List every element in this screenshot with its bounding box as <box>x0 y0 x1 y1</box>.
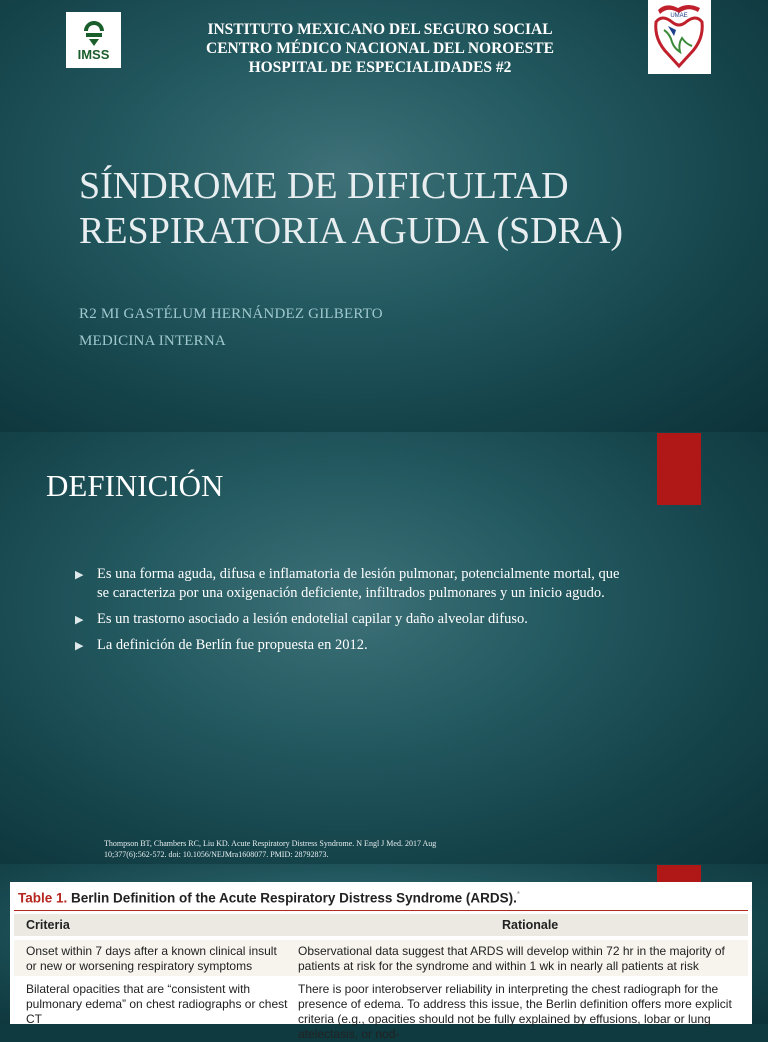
rationale-cell: There is poor interobserver reliability in interpreting the chest radiograph for the presence of edema. To address this issue, the Berlin definition offers more explicit criteria (e.g., opacities should not be fully explained by effusions, lobar or lung atelectasis, or nod- <box>298 982 732 1041</box>
bullet-list <box>75 565 635 662</box>
institution-header <box>130 20 630 77</box>
department-name: MEDICINA INTERNA <box>79 333 226 349</box>
imss-logo <box>66 12 121 68</box>
header-line: CENTRO MÉDICO NACIONAL DEL NOROESTE <box>206 40 554 57</box>
table-caption <box>18 890 520 906</box>
author-name: R2 MI GASTÉLUM HERNÁNDEZ GILBERTO <box>79 306 383 322</box>
list-item <box>75 610 635 629</box>
definition-slide <box>0 432 768 864</box>
bullet-text: Es una forma aguda, difusa e inflamatoria de lesión pulmonar, potencialmente mortal, que se caracteriza por una oxigenación deficiente, infiltrados pulmonares y un inicio agudo. <box>97 566 620 601</box>
citation: Thompson BT, Chambers RC, Liu KD. Acute Respiratory Distress Syndrome. N Engl J Med. 2017 Aug 10;377(6):562-572. doi: 10.1056/NEJMra1608077. PMID: 28792873. <box>104 839 437 859</box>
header-line: INSTITUTO MEXICANO DEL SEGURO SOCIAL <box>207 21 553 38</box>
bullet-text: Es un trastorno asociado a lesión endotelial capilar y daño alveolar difuso. <box>97 611 528 627</box>
table-footnote-mark: * <box>516 890 520 899</box>
table-number: Table 1. <box>18 890 68 906</box>
column-header-criteria: Criteria <box>26 918 70 932</box>
criteria-cell: Onset within 7 days after a known clinical insult or new or worsening respiratory symptoms <box>26 944 277 973</box>
berlin-table-slide <box>0 864 768 1041</box>
imss-logo-text: IMSS <box>77 47 110 62</box>
table-row <box>14 940 748 976</box>
accent-bar <box>657 433 701 505</box>
eagle-emblem-icon <box>79 18 109 48</box>
heart-map-logo-icon <box>648 0 711 74</box>
table-title: Berlin Definition of the Acute Respiratory Distress Syndrome (ARDS). <box>71 890 517 906</box>
bullet-arrow-icon: ▶ <box>75 614 84 626</box>
berlin-definition-table <box>10 882 752 1041</box>
umae-logo-text: UMAE <box>670 13 688 19</box>
list-item <box>75 565 635 603</box>
table-row <box>14 978 748 1041</box>
header-line: HOSPITAL DE ESPECIALIDADES #2 <box>248 59 512 76</box>
bullet-arrow-icon: ▶ <box>75 569 84 581</box>
presentation-title: SÍNDROME DE DIFICULTAD RESPIRATORIA AGUDA (SDRA) <box>79 165 624 252</box>
bullet-arrow-icon: ▶ <box>75 640 84 652</box>
rationale-cell: Observational data suggest that ARDS will develop within 72 hr in the majority of patients at risk for the syndrome and within 1 wk in nearly all patients at risk <box>298 944 725 973</box>
list-item <box>75 636 635 655</box>
umae-logo <box>648 0 711 74</box>
divider <box>14 910 748 911</box>
criteria-cell: Bilateral opacities that are “consistent with pulmonary edema” on chest radiographs or chest CT <box>26 982 288 1026</box>
title-slide <box>0 0 768 432</box>
slide-title: DEFINICIÓN <box>46 468 224 503</box>
column-header-rationale: Rationale <box>502 918 559 932</box>
bullet-text: La definición de Berlín fue propuesta en 2012. <box>97 637 368 653</box>
table-header <box>14 914 748 936</box>
